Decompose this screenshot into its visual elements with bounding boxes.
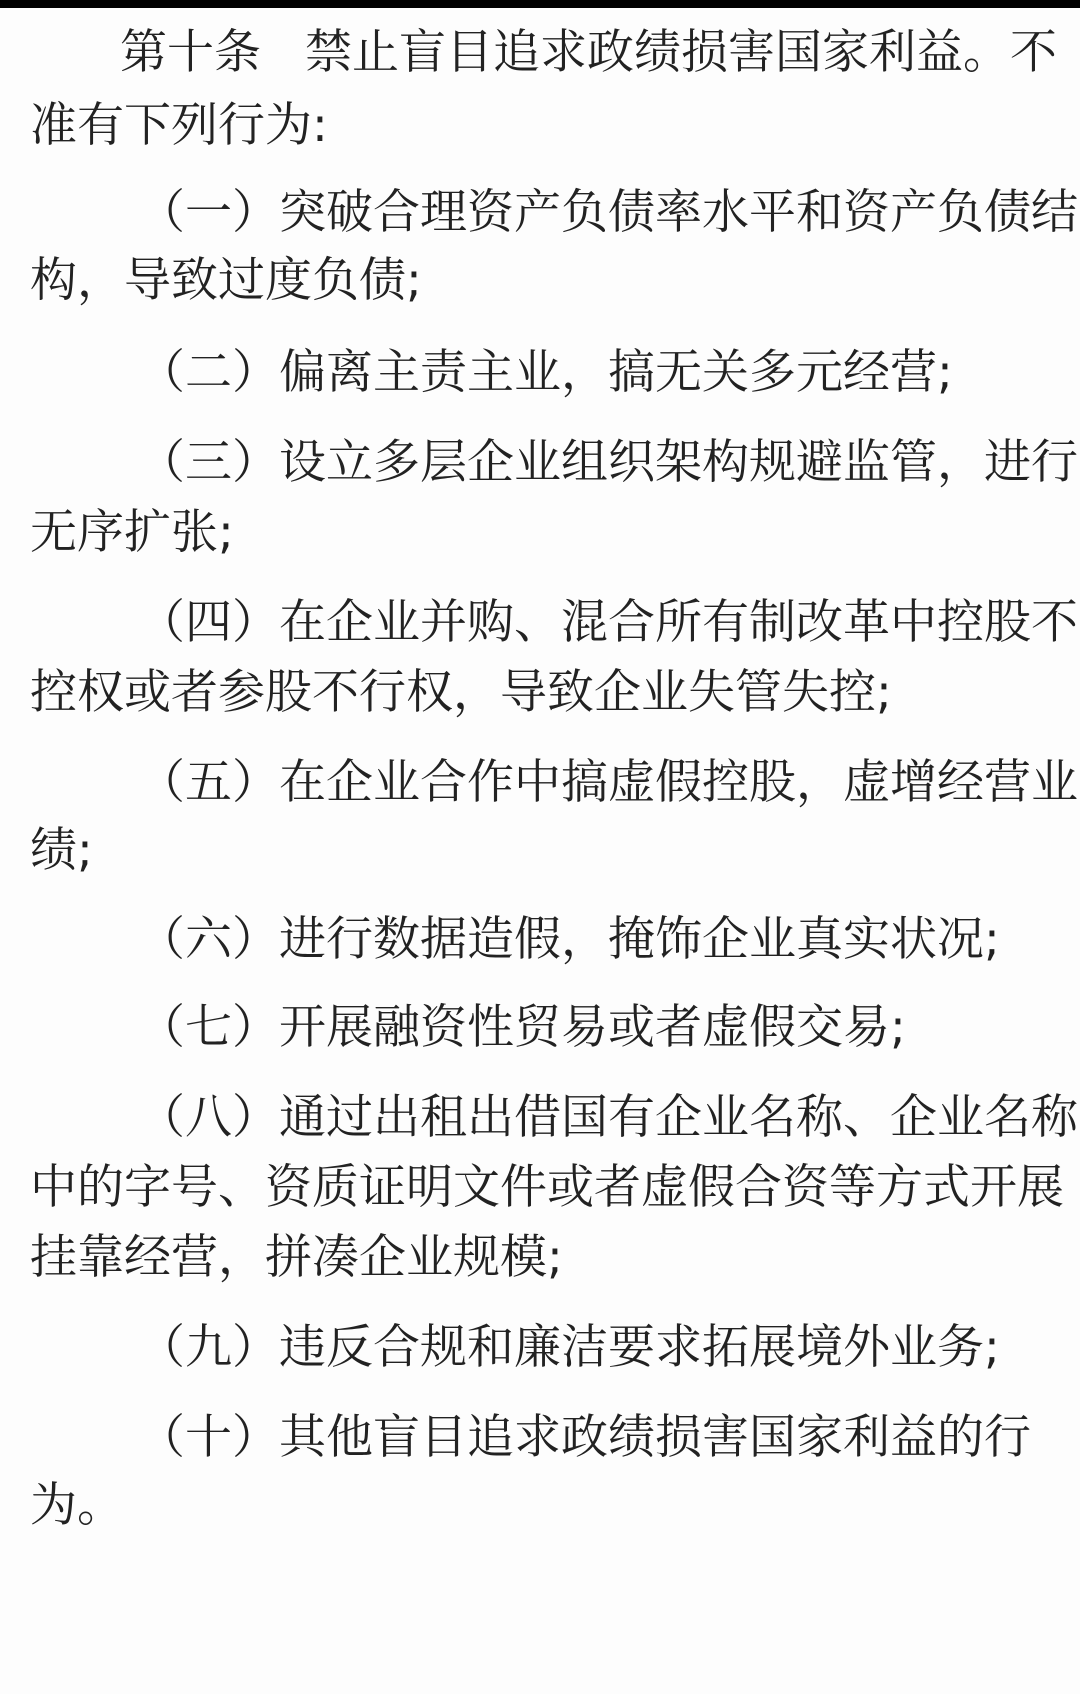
- list-item-1-continuation: 构，导致过度负债;: [30, 253, 422, 308]
- list-item-8: （八）通过出租出借国有企业名称、企业名称: [138, 1090, 1078, 1145]
- list-item-6: （六）进行数据造假，掩饰企业真实状况;: [138, 912, 1000, 967]
- list-item-3-continuation: 无序扩张;: [30, 505, 234, 560]
- list-item-5: （五）在企业合作中搞虚假控股，虚增经营业: [138, 755, 1078, 810]
- list-item-7: （七）开展融资性贸易或者虚假交易;: [138, 1000, 906, 1055]
- list-item-4: （四）在企业并购、混合所有制改革中控股不: [138, 595, 1078, 650]
- list-item-8-continuation-1: 中的字号、资质证明文件或者虚假合资等方式开展: [30, 1160, 1064, 1215]
- list-item-5-continuation: 绩;: [30, 823, 93, 878]
- list-item-2: （二）偏离主责主业，搞无关多元经营;: [138, 345, 953, 400]
- list-item-3: （三）设立多层企业组织架构规避监管，进行: [138, 435, 1078, 490]
- article-heading: 第十条: [120, 25, 261, 80]
- list-item-10-continuation: 为。: [30, 1478, 124, 1533]
- list-item-10: （十）其他盲目追求政绩损害国家利益的行: [138, 1410, 1031, 1465]
- list-item-9: （九）违反合规和廉洁要求拓展境外业务;: [138, 1320, 1000, 1375]
- article-title: 禁止盲目追求政绩损害国家利益。不: [305, 25, 1057, 80]
- article-title-line: [0, 25, 1080, 81]
- list-item-8-continuation-2: 挂靠经营，拼凑企业规模;: [30, 1230, 563, 1285]
- article-title-continuation: 准有下列行为:: [30, 98, 328, 153]
- list-item-1: （一）突破合理资产负债率水平和资产负债结: [138, 185, 1078, 240]
- list-item-4-continuation: 控权或者参股不行权，导致企业失管失控;: [30, 665, 892, 720]
